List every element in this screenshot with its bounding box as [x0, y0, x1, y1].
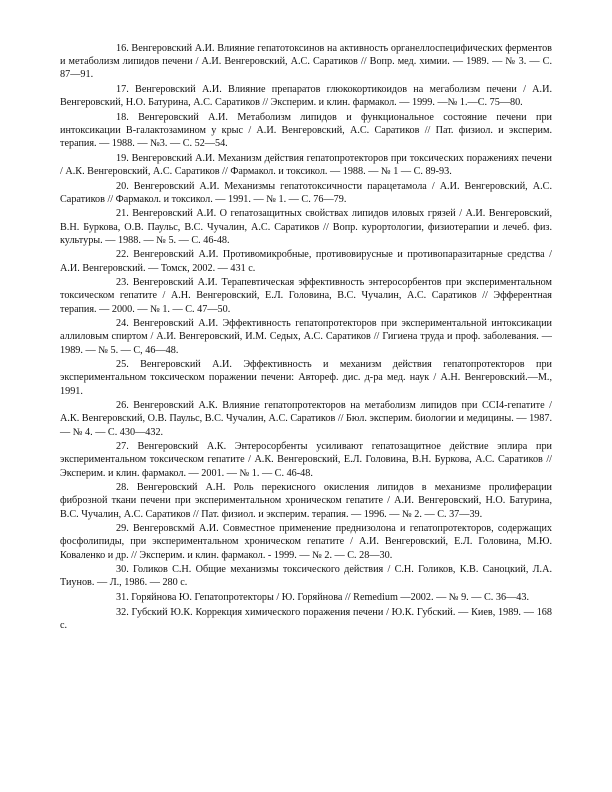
reference-item-17: 17. Венгеровский А.И. Влияние препаратов глюкокортикоидов на мегаболизм печени / А.И. Венгеровский, Н.О. Батурина, А.С. Саратиков // Эксперим. и клин. фармакол. — 1999. —№ 1.—С. 75—80.	[60, 84, 552, 109]
reference-item-28: 28. Венгеровский А.Н. Роль перекисного окисления липидов в механизме пролиферации фиброзной ткани печени при экспериментальном хроническом гепатите / А.И. Венгеровский, Н.О. Батурина, В.С. Чучалин, А.С. Саратиков // Пат. физиол. и эксперим. терапия. — 1996. — № 2. — С. 37—39.	[60, 482, 552, 520]
reference-item-21: 21. Венгеровский А.И. О гепатозащитных свойствах липидов иловых грязей / А.И. Венгеровский, В.Н. Буркова, О.В. Паульс, В.С. Чучалин, А.С. Саратиков // Вопр. курортологии, физиотерапии и лечеб. физ. культуры. — 1988. — № 5. — С. 46-48.	[60, 208, 552, 246]
reference-item-23: 23. Венгеровский А.И. Терапевтическая эффективность энтеросорбентов при экспериментальном токсическом гепатите / А.Н. Венгеровский, Е.Л. Головина, В.С. Чучалин, А.С. Саратиков // Эфферентная терапия. — 2000. — № 1. — С. 47—50.	[60, 277, 552, 315]
reference-item-22: 22. Венгеровский А.И. Противомикробные, противовирусные и противопаразитарные средства / А.И. Венгеровский. — Томск, 2002. — 431 с.	[60, 249, 552, 274]
reference-item-20: 20. Венгеровский А.И. Механизмы гепатотоксичности парацетамола / А.И. Венгеровский, А.С. Саратиков // Фармакол. и токсикол. — 1991. — № 1. — С. 76—79.	[60, 180, 552, 205]
reference-item-16: 16. Венгеровский А.И. Влияние гепатотоксинов на активность органеллоспецифических ферментов и метаболизм липидов печени / А.И. Венгеровский, А.С. Саратиков // Вопр. мед. химии. — 1989. — № 3. — С. 87—91.	[60, 43, 552, 81]
reference-item-30: 30. Голиков С.Н. Общие механизмы токсического действия / С.Н. Голиков, К.В. Саноцкий, Л.А. Тиунов. — Л., 1986. — 280 с.	[60, 564, 552, 589]
reference-item-29: 29. Венгеровскмй А.И. Совместное применение преднизолона и гепатопротекторов, содержащих фосфолипиды, при экспериментальном хроническом гепатите / А.И. Венгеровский, Е.Л. Головина, М.Ю. Коваленко и др. // Эксперим. и клин. фармакол. - 1999. — № 2. — С. 28—30.	[60, 523, 552, 561]
reference-list	[60, 42, 552, 632]
reference-item-25: 25. Венгеровский А.И. Эффективность и механизм действия гепатопротекторов при экспериментальном токсическом поражении печени: Автореф. дис. д-ра мед. наук / А.Н. Венгеровский.—М., 1991.	[60, 359, 552, 397]
reference-item-24: 24. Венгеровский А.И. Эффективность гепатопротекторов при экспериментальной интоксикации аллиловым спиртом / А.И. Венгеровский, И.М. Седых, А.С. Саратиков // Гигиена труда и проф. заболевания. — 1989. — № 5. — С, 46—48.	[60, 318, 552, 356]
reference-item-19: 19. Венгеровский А.И. Механизм действия гепатопротекторов при токсических поражениях печени / А.К. Венгеровский, А.С. Саратиков // Фармакол. и токсикол. — 1988. — № 1 — С. 89-93.	[60, 152, 552, 177]
reference-item-26: 26. Венгеровский А.К. Влияние гепатопротекторов на метаболизм липидов при CCI4-гепатите / А.К. Венгеровский, О.В. Паульс, В.С. Чучалин, А.С. Саратиков // Бюл. эксперим. биологии и медицины. — 1987. — № 4. — С. 430—432.	[60, 400, 552, 438]
reference-item-27: 27. Венгеровский А.К. Энтеросорбенты усиливают гепатозащитное действие эплира при экспериментальном токсическом гепатите / А.К. Венгеровский, Е.Л. Головина, В.Н. Буркова, А.С. Саратиков // Эксперим. и клин. фармакол. — 2001. — № 1. — С. 46-48.	[60, 441, 552, 479]
reference-item-32: 32. Губский Ю.К. Коррекция химического поражения печени / Ю.К. Губский. — Киев, 1989. — 168 с.	[60, 606, 552, 631]
reference-item-18: 18. Венгеровский А.И. Метаболизм липидов и функциональное состояние печени при интоксикации В-галактозамином у крыс / А.И. Венгеровский, А.С. Саратиков // Пат. физиол. и эксперим. терапия. — 1988. — №3. — С. 52—54.	[60, 111, 552, 150]
reference-item-31: 31. Горяйнова Ю. Гепатопротекторы / Ю. Горяйнова // Remedium —2002. — № 9. — С. 36—43.	[116, 591, 529, 603]
